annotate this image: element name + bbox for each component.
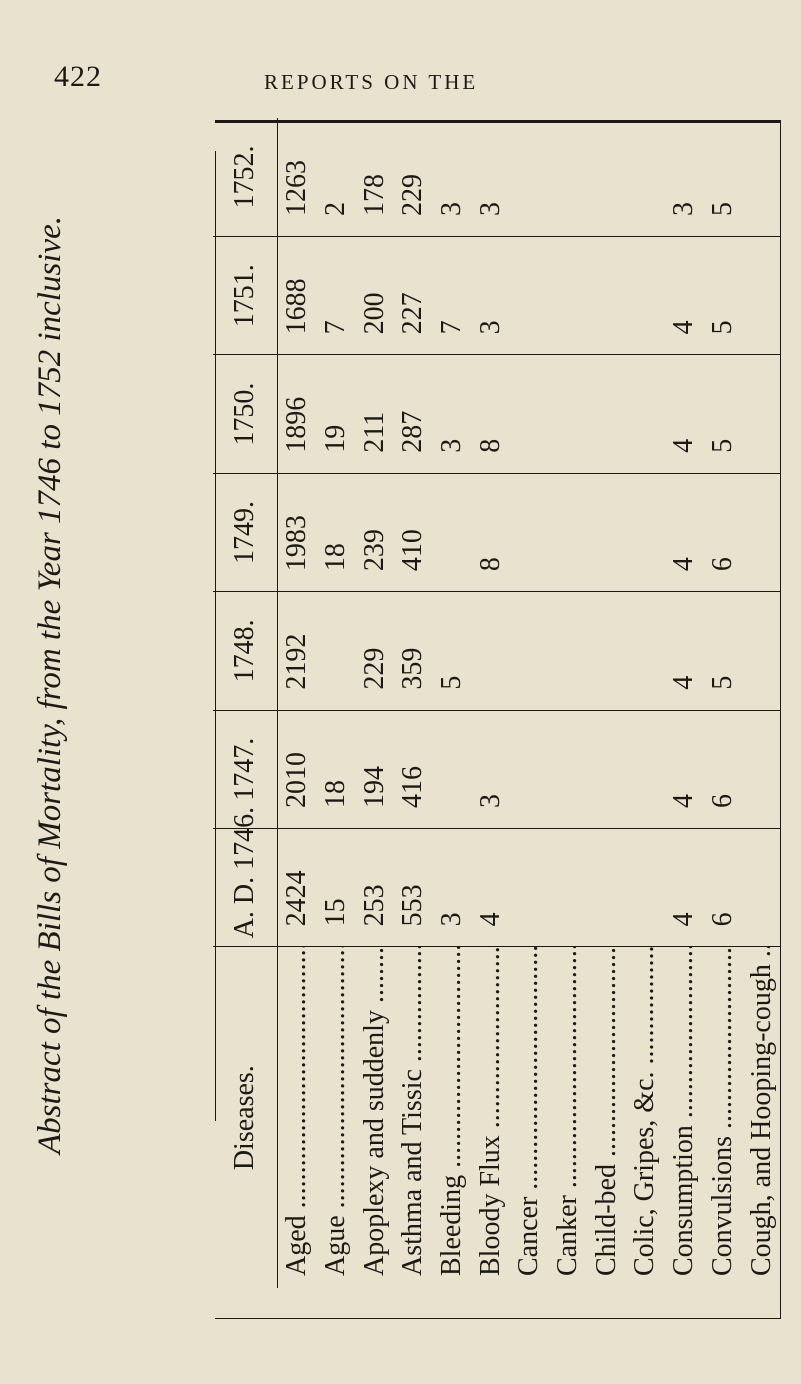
death-count-cell: 7: [433, 237, 472, 355]
death-count-cell: 8: [471, 473, 510, 591]
death-count-cell: [549, 828, 588, 946]
disease-label: Canker .....: [549, 947, 588, 1288]
death-count-cell: [742, 118, 781, 237]
death-count-cell: 5: [703, 355, 742, 473]
table-row: [549, 118, 588, 1288]
death-count-cell: [587, 710, 626, 828]
table-row: [587, 118, 626, 1288]
death-count-cell: 6: [703, 473, 742, 591]
death-count-cell: [626, 473, 665, 591]
death-count-cell: [742, 592, 781, 710]
death-count-cell: [587, 237, 626, 355]
death-count-cell: [510, 237, 549, 355]
death-count-cell: [587, 355, 626, 473]
death-count-cell: 5: [703, 592, 742, 710]
death-count-cell: [510, 118, 549, 237]
death-count-cell: 1263: [277, 118, 316, 237]
table-row: [433, 118, 472, 1288]
death-count-cell: [626, 118, 665, 237]
death-count-cell: 18: [317, 710, 356, 828]
death-count-cell: 2192: [277, 592, 316, 710]
death-count-cell: 7: [317, 237, 356, 355]
death-count-cell: 1896: [277, 355, 316, 473]
death-count-cell: 8: [471, 355, 510, 473]
death-count-cell: 4: [665, 828, 704, 946]
disease-label: Asthma and Tissic .....: [394, 947, 433, 1288]
table-body: [277, 118, 781, 1288]
death-count-cell: [510, 828, 549, 946]
death-count-cell: 3: [471, 118, 510, 237]
death-count-cell: [626, 828, 665, 946]
death-count-cell: [549, 237, 588, 355]
disease-label: Aged .....: [277, 947, 316, 1288]
table-row: [626, 118, 665, 1288]
header-row: [213, 118, 277, 1288]
death-count-cell: 229: [394, 118, 433, 237]
death-count-cell: 2010: [277, 710, 316, 828]
disease-label: Cancer .....: [510, 947, 549, 1288]
table-row: [742, 118, 781, 1288]
death-count-cell: 553: [394, 828, 433, 946]
death-count-cell: 3: [433, 355, 472, 473]
table-row: [703, 118, 742, 1288]
death-count-cell: [742, 710, 781, 828]
death-count-cell: [549, 710, 588, 828]
death-count-cell: 6: [703, 828, 742, 946]
death-count-cell: 6: [703, 710, 742, 828]
death-count-cell: 4: [665, 473, 704, 591]
table-row: [471, 118, 510, 1288]
death-count-cell: 194: [355, 710, 394, 828]
death-count-cell: 3: [665, 118, 704, 237]
disease-label: Bloody Flux .....: [471, 947, 510, 1288]
page-number: 422: [54, 60, 102, 93]
death-count-cell: [433, 710, 472, 828]
death-count-cell: 4: [665, 710, 704, 828]
death-count-cell: 4: [665, 355, 704, 473]
disease-label: Convulsions .....: [703, 947, 742, 1288]
death-count-cell: 5: [703, 237, 742, 355]
death-count-cell: [587, 828, 626, 946]
death-count-cell: 3: [433, 118, 472, 237]
death-count-cell: [549, 118, 588, 237]
death-count-cell: 287: [394, 355, 433, 473]
disease-label: Ague .....: [317, 947, 356, 1288]
death-count-cell: [510, 473, 549, 591]
death-count-cell: [587, 118, 626, 237]
death-count-cell: 227: [394, 237, 433, 355]
death-count-cell: 211: [355, 355, 394, 473]
death-count-cell: [742, 828, 781, 946]
death-count-cell: 15: [317, 828, 356, 946]
column-header-year: 1752.: [213, 118, 277, 237]
disease-label: Bleeding .....: [433, 947, 472, 1288]
running-head: REPORTS ON THE: [264, 70, 479, 94]
death-count-cell: [742, 355, 781, 473]
death-count-cell: [626, 237, 665, 355]
table-row: [277, 118, 316, 1288]
death-count-cell: [510, 355, 549, 473]
death-count-cell: [626, 355, 665, 473]
death-count-cell: 19: [317, 355, 356, 473]
disease-label: Apoplexy and suddenly .....: [355, 947, 394, 1288]
death-count-cell: [471, 592, 510, 710]
death-count-cell: 416: [394, 710, 433, 828]
column-header-year: 1751.: [213, 237, 277, 355]
death-count-cell: 3: [433, 828, 472, 946]
column-header-year: 1748.: [213, 592, 277, 710]
death-count-cell: 1688: [277, 237, 316, 355]
death-count-cell: 1983: [277, 473, 316, 591]
death-count-cell: 253: [355, 828, 394, 946]
table-title: Abstract of the Bills of Mortality, from the Year 1746 to 1752 inclusive.: [32, 215, 68, 1155]
death-count-cell: 178: [355, 118, 394, 237]
death-count-cell: [549, 355, 588, 473]
death-count-cell: 359: [394, 592, 433, 710]
mortality-table: [213, 118, 781, 1288]
table-row: [394, 118, 433, 1288]
death-count-cell: [549, 473, 588, 591]
death-count-cell: [587, 592, 626, 710]
death-count-cell: [317, 592, 356, 710]
death-count-cell: 4: [471, 828, 510, 946]
column-header-diseases: Diseases.: [213, 947, 277, 1288]
table-row: [355, 118, 394, 1288]
disease-label: Child-bed .....: [587, 947, 626, 1288]
death-count-cell: [433, 473, 472, 591]
table-row: [317, 118, 356, 1288]
death-count-cell: 4: [665, 237, 704, 355]
table-row: [665, 118, 704, 1288]
death-count-cell: 2: [317, 118, 356, 237]
death-count-cell: 18: [317, 473, 356, 591]
disease-label: Consumption .....: [665, 947, 704, 1288]
death-count-cell: 200: [355, 237, 394, 355]
death-count-cell: 5: [433, 592, 472, 710]
death-count-cell: 239: [355, 473, 394, 591]
death-count-cell: [626, 592, 665, 710]
death-count-cell: [742, 473, 781, 591]
column-header-year: A. D. 1746.: [213, 828, 277, 946]
death-count-cell: 4: [665, 592, 704, 710]
disease-label: Colic, Gripes, &c. .....: [626, 947, 665, 1288]
death-count-cell: 3: [471, 237, 510, 355]
death-count-cell: [549, 592, 588, 710]
death-count-cell: [510, 710, 549, 828]
column-header-year: 1747.: [213, 710, 277, 828]
death-count-cell: [587, 473, 626, 591]
death-count-cell: 229: [355, 592, 394, 710]
death-count-cell: 3: [471, 710, 510, 828]
death-count-cell: 410: [394, 473, 433, 591]
column-header-year: 1749.: [213, 473, 277, 591]
death-count-cell: [742, 237, 781, 355]
death-count-cell: [510, 592, 549, 710]
column-header-year: 1750.: [213, 355, 277, 473]
death-count-cell: 5: [703, 118, 742, 237]
death-count-cell: [626, 710, 665, 828]
table-row: [510, 118, 549, 1288]
disease-label: Cough, and Hooping-cough .....: [742, 947, 781, 1288]
death-count-cell: 2424: [277, 828, 316, 946]
mortality-table-container: [213, 118, 781, 1288]
